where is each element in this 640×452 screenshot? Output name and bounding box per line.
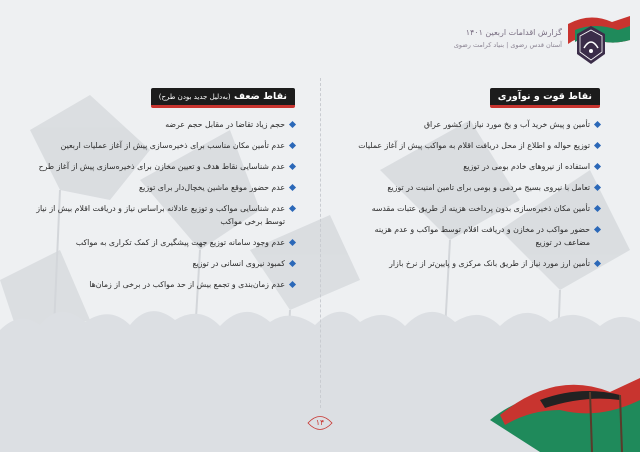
weaknesses-section: [35, 84, 295, 299]
weaknesses-title-text: نقاط ضعف: [233, 91, 287, 102]
weaknesses-list: [35, 118, 295, 291]
list-item-text: تأمین و پیش خرید آب و یخ مورد نیاز از کشور عراق: [423, 120, 590, 129]
list-item-text: حجم زیاد تقاضا در مقابل حجم عرضه: [165, 120, 285, 129]
list-item: [35, 236, 295, 249]
list-item-text: تعامل با نیروی بسیج مردمی و بومی برای تامین امنیت در توزیع: [387, 183, 590, 192]
strengths-list: [348, 118, 600, 270]
list-item-text: تأمین ارز مورد نیاز از طریق بانک مرکزی و پایین‌تر از نرخ بازار: [389, 259, 590, 268]
diamond-bullet-icon: [289, 163, 296, 170]
list-item: [348, 139, 600, 152]
list-item: [35, 139, 295, 152]
diamond-bullet-icon: [594, 121, 601, 128]
list-item-text: عدم شناسایی نقاط هدف و تعیین مخازن برای ذخیره‌سازی پیش از آغاز طرح: [38, 162, 285, 171]
document-header: [418, 14, 618, 74]
list-item: [348, 118, 600, 131]
list-item-text: عدم زمان‌بندی و تجمع بیش از حد مواکب در برخی از زمان‌ها: [89, 280, 285, 289]
page-number-text: ۱۴: [315, 418, 325, 427]
diamond-bullet-icon: [594, 260, 601, 267]
report-subtitle: آستان قدس رضوی | بنیاد کرامت رضوی: [453, 41, 562, 49]
page-number: [304, 412, 336, 434]
diamond-bullet-icon: [594, 163, 601, 170]
diamond-bullet-icon: [289, 121, 296, 128]
list-item-text: حضور مواکب در مخازن و دریافت اقلام توسط مواکب و عدم هزینه مضاعف در توزیع: [374, 225, 590, 247]
diamond-bullet-icon: [594, 205, 601, 212]
list-item-text: عدم وجود سامانه توزیع جهت پیشگیری از کمک تکراری به مواکب: [75, 238, 285, 247]
list-item-text: عدم شناسایی مواکب و توزیع عادلانه براساس نیاز و دریافت اقلام بیش از نیاز توسط برخی مواکب: [36, 204, 285, 226]
list-item-text: عدم تأمین مکان مناسب برای ذخیره‌سازی پیش از آغاز عملیات اربعین: [60, 141, 285, 150]
list-item-text: کمبود نیروی انسانی در توزیع: [192, 259, 285, 268]
list-item: [348, 181, 600, 194]
diamond-bullet-icon: [289, 205, 296, 212]
list-item: [35, 202, 295, 228]
diamond-bullet-icon: [289, 239, 296, 246]
list-item: [35, 118, 295, 131]
list-item-text: عدم حضور موقع ماشین یخچال‌دار برای توزیع: [139, 183, 285, 192]
column-divider: [320, 78, 321, 408]
report-title: گزارش اقدامات اربعین ۱۴۰۱: [465, 28, 562, 37]
list-item-text: توزیع حواله و اطلاع از محل دریافت اقلام به مواکب پیش از آغاز عملیات: [358, 141, 590, 150]
diamond-bullet-icon: [289, 184, 296, 191]
list-item: [35, 278, 295, 291]
list-item: [35, 181, 295, 194]
diamond-bullet-icon: [594, 226, 601, 233]
diamond-bullet-icon: [289, 260, 296, 267]
strengths-section: [348, 84, 600, 278]
list-item-text: تأمین مکان ذخیره‌سازی بدون پرداخت هزینه از طریق عتبات مقدسه: [371, 204, 590, 213]
arbaeen-logo-icon: [574, 24, 608, 66]
diamond-bullet-icon: [289, 281, 296, 288]
diamond-bullet-icon: [289, 142, 296, 149]
strengths-title: [490, 88, 600, 108]
diamond-bullet-icon: [594, 184, 601, 191]
weaknesses-title-note: (به‌دلیل جدید بودن طرح): [158, 93, 231, 101]
list-item: [348, 202, 600, 215]
list-item: [348, 223, 600, 249]
list-item-text: استفاده از نیروهای خادم بومی در توزیع: [463, 162, 590, 171]
weaknesses-title: [151, 88, 295, 108]
list-item: [348, 160, 600, 173]
list-item: [35, 257, 295, 270]
list-item: [348, 257, 600, 270]
diamond-bullet-icon: [594, 142, 601, 149]
list-item: [35, 160, 295, 173]
strengths-title-text: نقاط قوت و نوآوری: [497, 91, 592, 102]
